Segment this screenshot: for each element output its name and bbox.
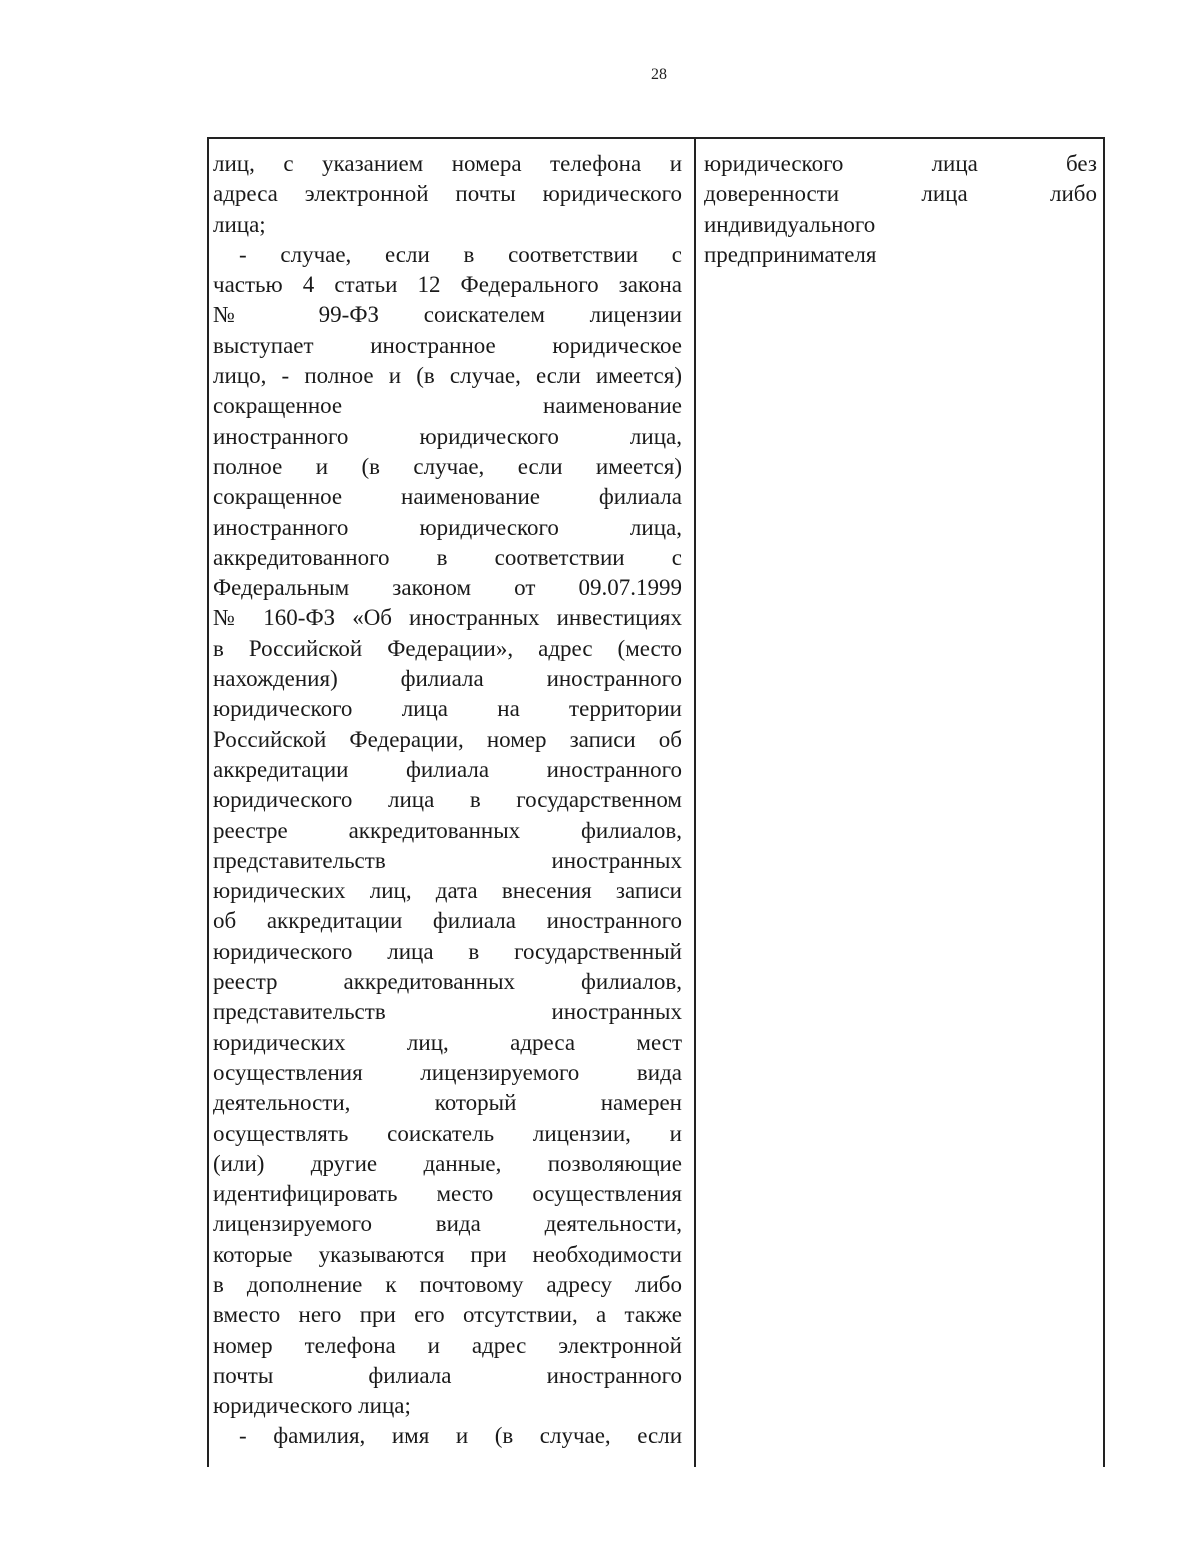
text-line: индивидуального [704,211,876,237]
text-line: лицензируемого вида деятельности, [213,1211,682,1237]
text-line: Федеральным законом от 09.07.1999 [213,575,682,601]
text-line: почты филиала иностранного [213,1362,682,1388]
table-left-border [207,137,209,1467]
text-line: в дополнение к почтовому адресу либо [213,1271,682,1297]
text-line: - фамилия, имя и (в случае, если [239,1423,682,1449]
page-number: 28 [651,66,667,83]
text-line: номер телефона и адрес электронной [213,1332,682,1358]
document-table [207,137,1105,1467]
text-line: № 99-ФЗ соискателем лицензии [213,302,682,328]
text-line: доверенности лица либо [704,181,1097,207]
text-line: адреса электронной почты юридического [213,181,682,207]
text-line: деятельности, который намерен [213,1090,682,1116]
text-line: сокращенное наименование [213,393,682,419]
text-line: предпринимателя [704,241,877,267]
text-line: вместо него при его отсутствии, а также [213,1302,682,1328]
text-line: юридического лица; [213,1393,411,1419]
text-line: лиц, с указанием номера телефона и [213,151,682,176]
text-line: осуществлять соискатель лицензии, и [213,1120,682,1146]
text-line: юридического лица без [704,151,1097,176]
text-line: идентифицировать место осуществления [213,1181,682,1207]
text-line: юридических лиц, дата внесения записи [213,878,682,904]
table-top-border [207,137,1105,139]
text-line: нахождения) филиала иностранного [213,666,682,692]
text-line: лица; [213,211,266,237]
text-line: (или) другие данные, позволяющие [213,1150,682,1176]
table-cell-right [704,149,1097,270]
text-line: юридического лица в государственный [213,938,682,964]
text-line: юридического лица на территории [213,696,682,722]
text-line: Российской Федерации, номер записи об [213,726,682,752]
text-line: полное и (в случае, если имеется) [213,453,682,479]
text-line: иностранного юридического лица, [213,423,682,449]
text-line: иностранного юридического лица, [213,514,682,540]
text-line: об аккредитации филиала иностранного [213,908,682,934]
table-right-border [1103,137,1105,1467]
text-line: № 160-ФЗ «Об иностранных инвестициях [213,605,682,631]
text-line: юридических лиц, адреса мест [213,1029,682,1055]
text-line: лицо, - полное и (в случае, если имеется) [213,363,682,389]
text-line: реестре аккредитованных филиалов, [213,817,682,843]
text-line: которые указываются при необходимости [213,1241,682,1267]
text-line: в Российской Федерации», адрес (место [213,635,682,661]
text-line: аккредитации филиала иностранного [213,756,682,782]
text-line: представительств иностранных [213,999,682,1025]
text-line: аккредитованного в соответствии с [213,544,682,570]
table-cell-left [213,149,682,1452]
text-line: представительств иностранных [213,847,682,873]
text-line: сокращенное наименование филиала [213,484,682,510]
text-line: реестр аккредитованных филиалов, [213,969,682,995]
text-line: юридического лица в государственном [213,787,682,813]
text-line: выступает иностранное юридическое [213,332,682,358]
text-line: - случае, если в соответствии с [239,241,682,267]
text-line: частью 4 статьи 12 Федерального закона [213,272,682,298]
table-column-divider [694,137,696,1467]
text-line: осуществления лицензируемого вида [213,1059,682,1085]
